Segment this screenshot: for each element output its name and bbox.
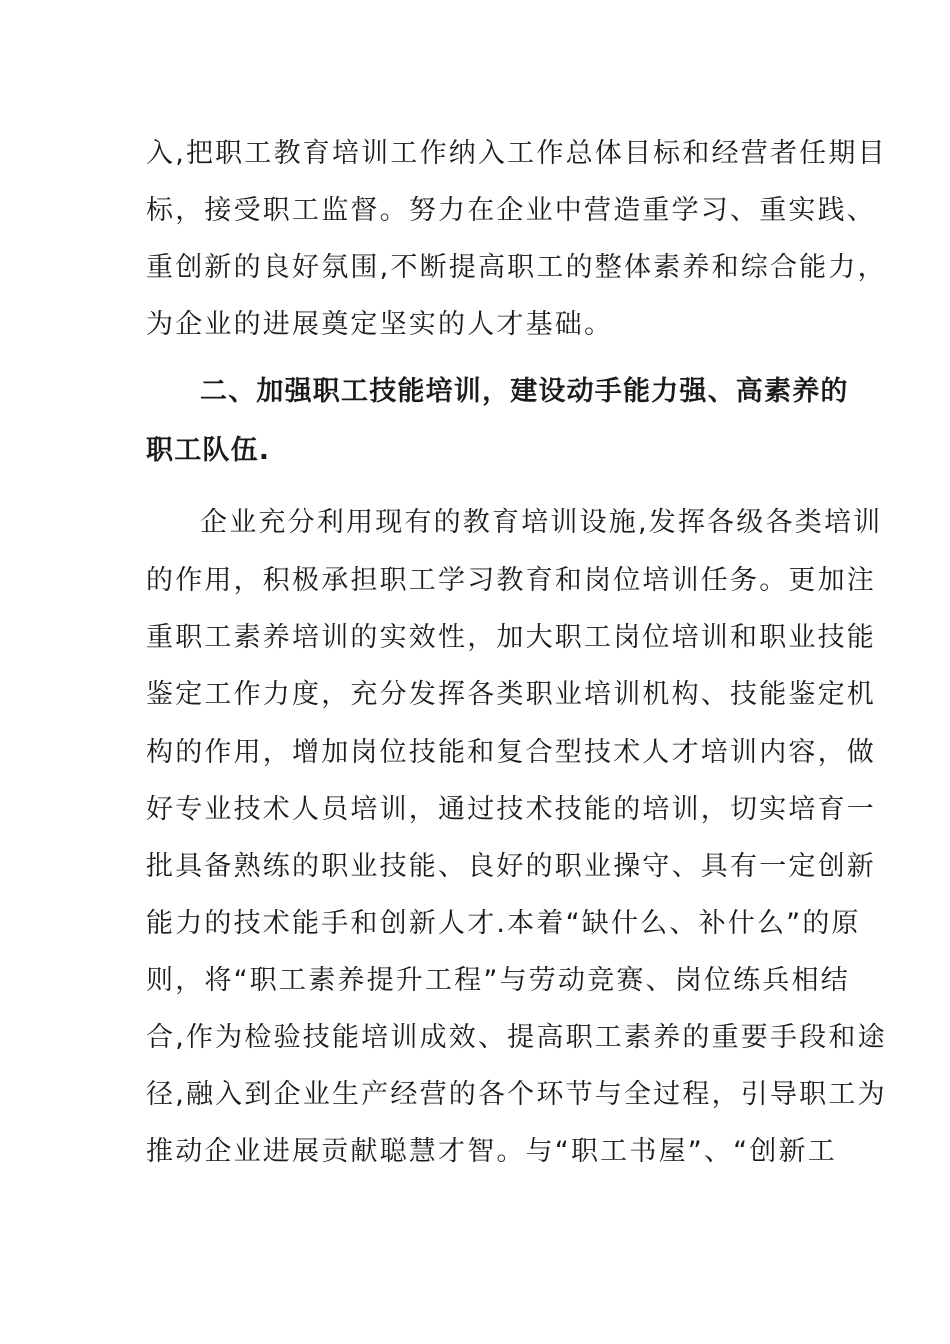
paragraph-2-line-4: 鉴定工作力度，充分发挥各类职业培训机构、技能鉴定机 (146, 679, 876, 710)
paragraph-2-line-9: 则，将“职工素养提升工程”与劳动竞赛、岗位练兵相结 (146, 965, 850, 996)
section-heading-line-1: 二、加强职工技能培训，建设动手能力强、高素养的 (200, 376, 849, 407)
paragraph-1-line-4: 为企业的进展奠定坚实的人才基础。 (146, 309, 614, 340)
paragraph-2-line-10: 合,作为检验技能培训成效、提高职工素养的重要手段和途 (146, 1022, 887, 1053)
paragraph-2-line-8: 能力的技术能手和创新人才.本着“缺什么、补什么”的原 (146, 908, 861, 939)
paragraph-1-line-2: 标，接受职工监督。努力在企业中营造重学习、重实践、 (146, 195, 876, 226)
paragraph-2-line-1: 企业充分利用现有的教育培训设施,发挥各级各类培训 (200, 507, 883, 538)
paragraph-2-line-7: 批具备熟练的职业技能、良好的职业操守、具有一定创新 (146, 851, 876, 882)
paragraph-2-line-6: 好专业技术人员培训，通过技术技能的培训，切实培育一 (146, 794, 876, 825)
section-heading-line-2: 职工队伍. (146, 435, 271, 466)
paragraph-2-line-12: 推动企业进展贡献聪慧才智。与“职工书屋”、“创新工 (146, 1136, 837, 1167)
paragraph-2-line-2: 的作用，积极承担职工学习教育和岗位培训任务。更加注 (146, 565, 876, 596)
paragraph-2-line-11: 径,融入到企业生产经营的各个环节与全过程，引导职工为 (146, 1079, 887, 1110)
paragraph-2-line-5: 构的作用，增加岗位技能和复合型技术人才培训内容，做 (146, 737, 876, 768)
paragraph-2-line-3: 重职工素养培训的实效性，加大职工岗位培训和职业技能 (146, 622, 876, 653)
paragraph-1-line-3: 重创新的良好氛围,不断提高职工的整体素养和综合能力， (146, 252, 887, 283)
paragraph-1-line-1: 入,把职工教育培训工作纳入工作总体目标和经营者任期目 (146, 138, 887, 169)
